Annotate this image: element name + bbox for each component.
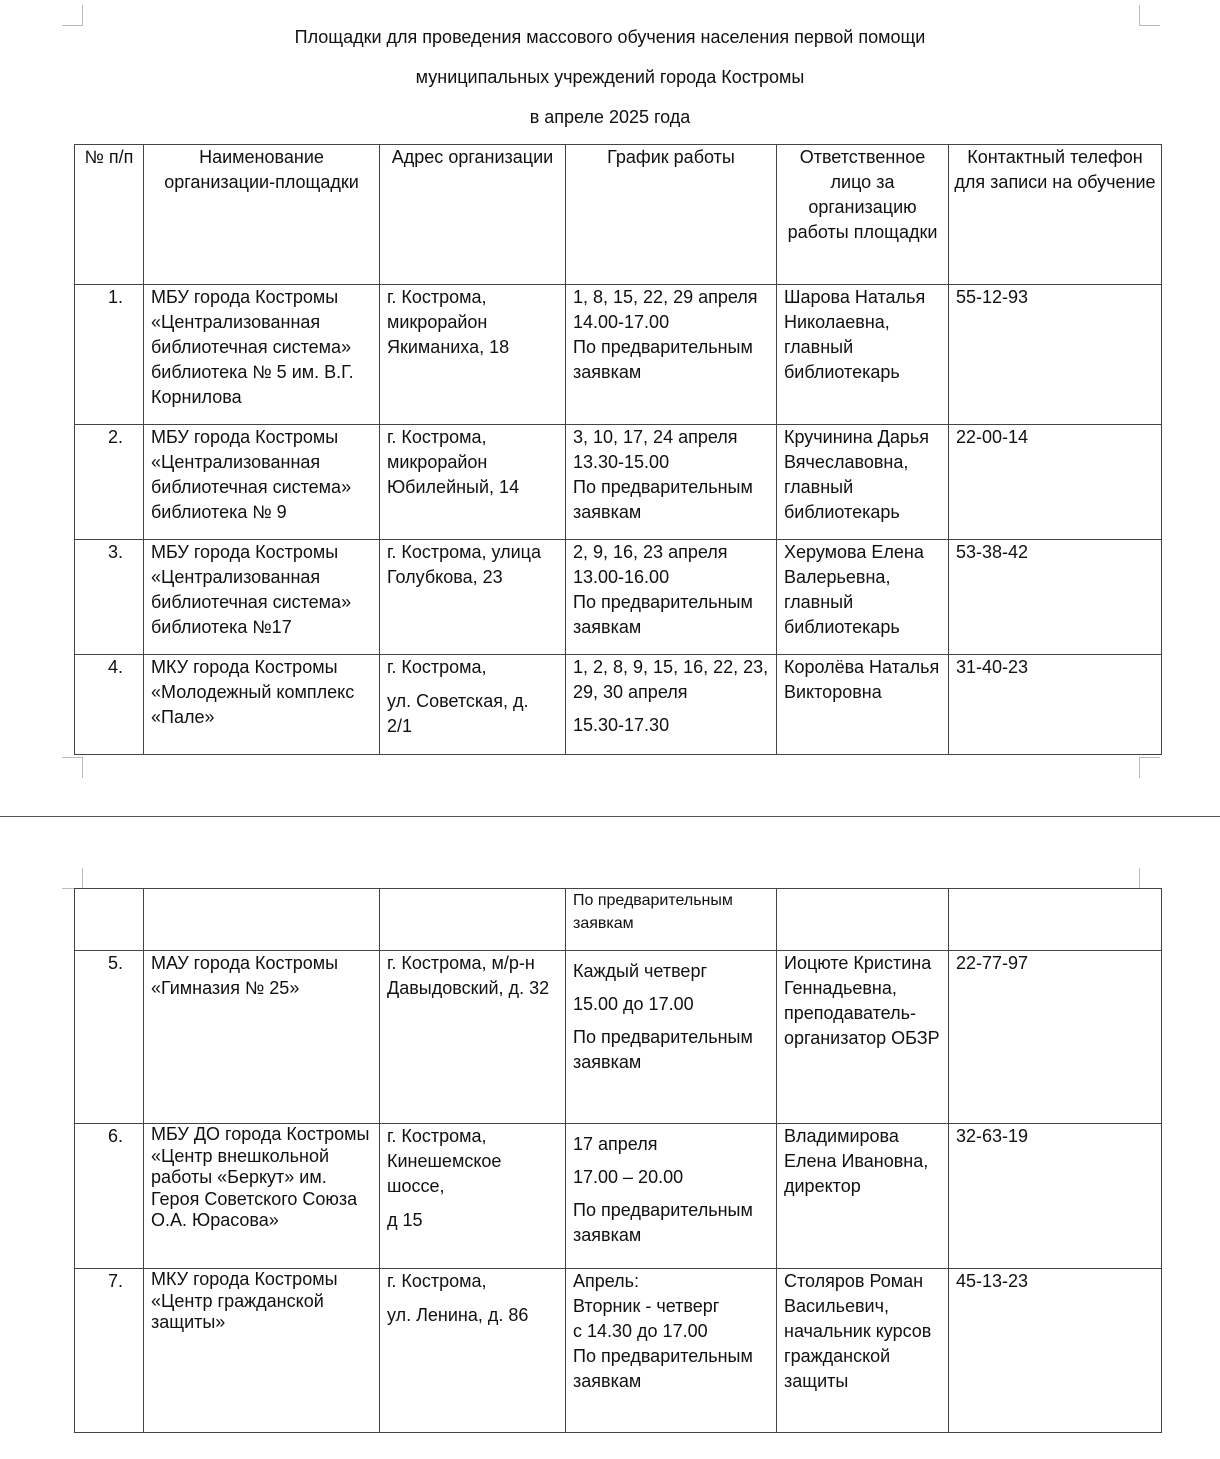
sites-table-page-2	[74, 888, 1162, 1433]
address-city: г. Кострома, Кинешемское шоссе,	[387, 1126, 502, 1196]
row-number: 2.	[75, 425, 144, 540]
table-row	[75, 951, 1162, 1124]
schedule-cell	[566, 1124, 777, 1269]
table-row	[75, 1124, 1162, 1269]
sites-table-page-1	[74, 144, 1162, 755]
schedule-cell	[566, 655, 777, 755]
organization-address: г. Кострома, микрорайон Якиманиха, 18	[380, 285, 566, 425]
empty-cell	[380, 889, 566, 951]
schedule-hours: 13.00-16.00	[573, 567, 670, 587]
responsible-person: Херумова Елена Валерьевна, главный библиотекарь	[777, 540, 949, 655]
row-number: 6.	[75, 1124, 144, 1269]
schedule-dates: 1, 2, 8, 9, 15, 16, 22, 23, 29, 30 апреля	[573, 657, 769, 702]
row-number: 7.	[75, 1269, 144, 1433]
table-row	[75, 285, 1162, 425]
organization-name: МБУ города Костромы «Централизованная библиотечная система» библиотека №17	[144, 540, 380, 655]
responsible-person: Королёва Наталья Викторовна	[777, 655, 949, 755]
responsible-person: Владимирова Елена Ивановна, директор	[777, 1124, 949, 1269]
schedule-note: По предварительным заявкам	[573, 477, 753, 522]
document-title-line-2: муниципальных учреждений города Костромы	[415, 67, 805, 87]
header-responsible-person: Ответственное лицо за организацию работы площадки	[777, 145, 949, 285]
crop-mark	[1139, 5, 1160, 26]
responsible-person: Шарова Наталья Николаевна, главный библиотекарь	[777, 285, 949, 425]
schedule-note: По предварительным заявкам	[573, 1200, 753, 1245]
header-address: Адрес организации	[380, 145, 566, 285]
crop-mark	[1139, 868, 1160, 889]
organization-name: МКУ города Костромы «Молодежный комплекс «Пале»	[144, 655, 380, 755]
schedule-dates: 2, 9, 16, 23 апреля	[573, 542, 728, 562]
crop-mark	[1139, 757, 1160, 778]
empty-cell	[144, 889, 380, 951]
schedule-month: Апрель:	[573, 1271, 640, 1291]
contact-phone: 55-12-93	[949, 285, 1162, 425]
empty-cell	[949, 889, 1162, 951]
schedule-cell	[566, 1269, 777, 1433]
responsible-person: Столяров Роман Васильевич, начальник курсов гражданской защиты	[777, 1269, 949, 1433]
contact-phone: 32-63-19	[949, 1124, 1162, 1269]
schedule-dates: 17 апреля	[573, 1134, 658, 1154]
document-title-line-3: в апреле 2025 года	[529, 107, 691, 127]
schedule-dates: 1, 8, 15, 22, 29 апреля	[573, 287, 758, 307]
address-city: г. Кострома,	[387, 657, 487, 677]
empty-cell	[75, 889, 144, 951]
row-number: 5.	[75, 951, 144, 1124]
crop-mark	[62, 5, 83, 26]
header-phone: Контактный телефон для записи на обучение	[949, 145, 1162, 285]
address-cell	[380, 655, 566, 755]
contact-phone: 22-00-14	[949, 425, 1162, 540]
crop-mark	[62, 868, 83, 889]
schedule-dates: Каждый четверг	[573, 961, 708, 981]
schedule-dates: 3, 10, 17, 24 апреля	[573, 427, 738, 447]
row-number: 1.	[75, 285, 144, 425]
row-number: 3.	[75, 540, 144, 655]
crop-mark	[62, 757, 83, 778]
organization-address: г. Кострома, улица Голубкова, 23	[380, 540, 566, 655]
contact-phone: 53-38-42	[949, 540, 1162, 655]
schedule-hours: 14.00-17.00	[573, 312, 670, 332]
header-schedule: График работы	[566, 145, 777, 285]
table-row	[75, 655, 1162, 755]
schedule-note: По предварительным заявкам	[573, 337, 753, 382]
responsible-person: Кручинина Дарья Вячеславовна, главный библиотекарь	[777, 425, 949, 540]
schedule-cell	[566, 285, 777, 425]
schedule-hours: 15.30-17.30	[573, 715, 670, 735]
schedule-days: Вторник - четверг	[573, 1296, 720, 1316]
organization-address: г. Кострома, м/р-н Давыдовский, д. 32	[380, 951, 566, 1124]
responsible-person: Иоцюте Кристина Геннадьевна, преподаватель-организатор ОБЗР	[777, 951, 949, 1124]
schedule-cell	[566, 425, 777, 540]
organization-name: МБУ ДО города Костромы «Центр внешкольной работы «Беркут» им. Героя Советского Союза О.А. Юрасова»	[144, 1124, 380, 1269]
page-separator	[0, 816, 1220, 817]
schedule-note: По предварительным заявкам	[573, 592, 753, 637]
address-street: д 15	[387, 1210, 423, 1230]
organization-address: г. Кострома, микрорайон Юбилейный, 14	[380, 425, 566, 540]
organization-name: МКУ города Костромы «Центр гражданской защиты»	[144, 1269, 380, 1433]
schedule-note: По предварительным заявкам	[573, 1027, 753, 1072]
schedule-cell	[566, 951, 777, 1124]
header-number: № п/п	[75, 145, 144, 285]
address-city: г. Кострома,	[387, 1271, 487, 1291]
table-row-continuation	[75, 889, 1162, 951]
contact-phone: 31-40-23	[949, 655, 1162, 755]
table-header-row	[75, 145, 1162, 285]
contact-phone: 22-77-97	[949, 951, 1162, 1124]
table-row	[75, 540, 1162, 655]
contact-phone: 45-13-23	[949, 1269, 1162, 1433]
organization-name: МБУ города Костромы «Централизованная библиотечная система» библиотека № 5 им. В.Г. Корнилова	[144, 285, 380, 425]
table-row	[75, 1269, 1162, 1433]
organization-name: МАУ города Костромы «Гимназия № 25»	[144, 951, 380, 1124]
empty-cell	[777, 889, 949, 951]
address-cell	[380, 1124, 566, 1269]
address-street: ул. Ленина, д. 86	[387, 1305, 529, 1325]
table-row	[75, 425, 1162, 540]
schedule-note: По предварительным заявкам	[573, 1346, 753, 1391]
address-street: ул. Советская, д. 2/1	[387, 691, 529, 736]
schedule-hours: с 14.30 до 17.00	[573, 1321, 708, 1341]
schedule-hours: 15.00 до 17.00	[573, 994, 694, 1014]
schedule-hours: 17.00 – 20.00	[573, 1167, 684, 1187]
header-organization: Наименование организации-площадки	[144, 145, 380, 285]
schedule-hours: 13.30-15.00	[573, 452, 670, 472]
address-cell	[380, 1269, 566, 1433]
row-number: 4.	[75, 655, 144, 755]
organization-name: МБУ города Костромы «Централизованная библиотечная система» библиотека № 9	[144, 425, 380, 540]
schedule-cell	[566, 540, 777, 655]
document-title-line-1: Площадки для проведения массового обучения населения первой помощи	[294, 27, 926, 47]
schedule-note: По предварительным заявкам	[566, 889, 777, 951]
